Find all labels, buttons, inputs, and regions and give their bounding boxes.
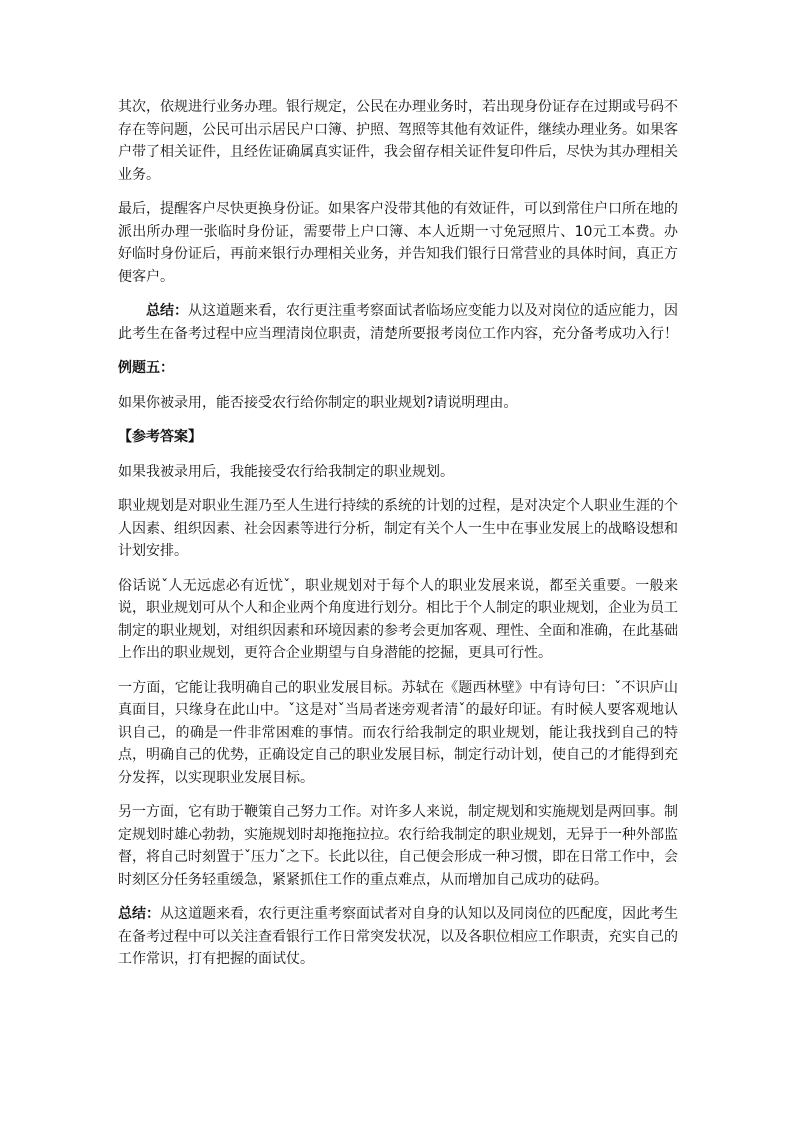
summary-one-label: 总结： bbox=[146, 303, 188, 319]
answer-paragraph-motivation: 另一方面，它有助于鞭策自己努力工作。对许多人来说，制定规划和实施规划是两回事。制定规划时雄心勃勃，实施规划时却拖拖拉拉。农行给我制定的职业规划，无异于一种外部监督，将自己时刻置于ˇ压力ˇ之下。长此以往，自己便会形成一种习惯，即在日常工作中，会时刻区分任务轻重缓急，紧紧抓住工作的重点难点，从而增加自己成功的砝码。 bbox=[118, 804, 678, 888]
answer-heading: 【参考答案】 bbox=[118, 429, 202, 445]
paragraph-remind-customer: 最后，提醒客户尽快更换身份证。如果客户没带其他的有效证件，可以到常住户口所在地的派出所办理一张临时身份证，需要带上户口簿、本人近期一寸免冠照片、10元工本费。办好临时身份证后，再前来银行办理相关业务，并告知我们银行日常营业的具体时间，真正方便客户。 bbox=[118, 201, 678, 285]
example-heading: 例题五： bbox=[118, 360, 174, 376]
question-text: 如果你被录用，能否接受农行给你制定的职业规划?请说明理由。 bbox=[118, 394, 518, 411]
summary-two bbox=[118, 903, 678, 971]
document-page bbox=[118, 96, 678, 983]
answer-paragraph-goal: 一方面，它能让我明确自己的职业发展目标。苏轼在《题西林壁》中有诗句曰：ˇ不识庐山真面目，只缘身在此山中。ˇ这是对ˇ当局者迷旁观者清ˇ的最好印证。有时候人要客观地认识自己，的确是一件非常困难的事情。而农行给我制定的职业规划，能让我找到自己的特点，明确自己的优势，正确设定自己的职业发展目标，制定行动计划，使自己的才能得到充分发挥，以实现职业发展目标。 bbox=[118, 679, 678, 786]
answer-paragraph-definition: 职业规划是对职业生涯乃至人生进行持续的系统的计划的过程，是对决定个人职业生涯的个人因素、组织因素、社会因素等进行分析，制定有关个人一生中在事业发展上的战略设想和计划安排。 bbox=[118, 498, 678, 559]
summary-one bbox=[118, 300, 678, 345]
answer-paragraph-accept: 如果我被录用后，我能接受农行给我制定的职业规划。 bbox=[118, 463, 454, 480]
answer-paragraph-saying: 俗话说ˇ人无远虑必有近忧ˇ，职业规划对于每个人的职业发展来说，都至关重要。一般来说，职业规划可从个人和企业两个角度进行划分。相比于个人制定的职业规划，企业为员工制定的职业规划，对组织因素和环境因素的参考会更加客观、理性、全面和准确，在此基础上作出的职业规划，更符合企业期望与自身潜能的挖掘，更具可行性。 bbox=[118, 577, 678, 661]
paragraph-business-handling: 其次，依规进行业务办理。银行规定，公民在办理业务时，若出现身份证存在过期或号码不存在等问题，公民可出示居民户口簿、护照、驾照等其他有效证件，继续办理业务。如果客户带了相关证件，且经佐证确属真实证件，我会留存相关证件复印件后，尽快为其办理相关业务。 bbox=[118, 99, 678, 183]
summary-one-text: 从这道题来看，农行更注重考察面试者临场应变能力以及对岗位的适应能力，因此考生在备考过程中应当理清岗位职责，清楚所要报考岗位工作内容，充分备考成功入行！ bbox=[118, 303, 678, 342]
summary-two-label: 总结： bbox=[118, 906, 160, 922]
summary-two-text: 从这道题来看，农行更注重考察面试者对自身的认知以及同岗位的匹配度，因此考生在备考过程中可以关注查看银行工作日常突发状况，以及各职位相应工作职责，充实自己的工作常识，打有把握的面试仗。 bbox=[118, 906, 678, 967]
